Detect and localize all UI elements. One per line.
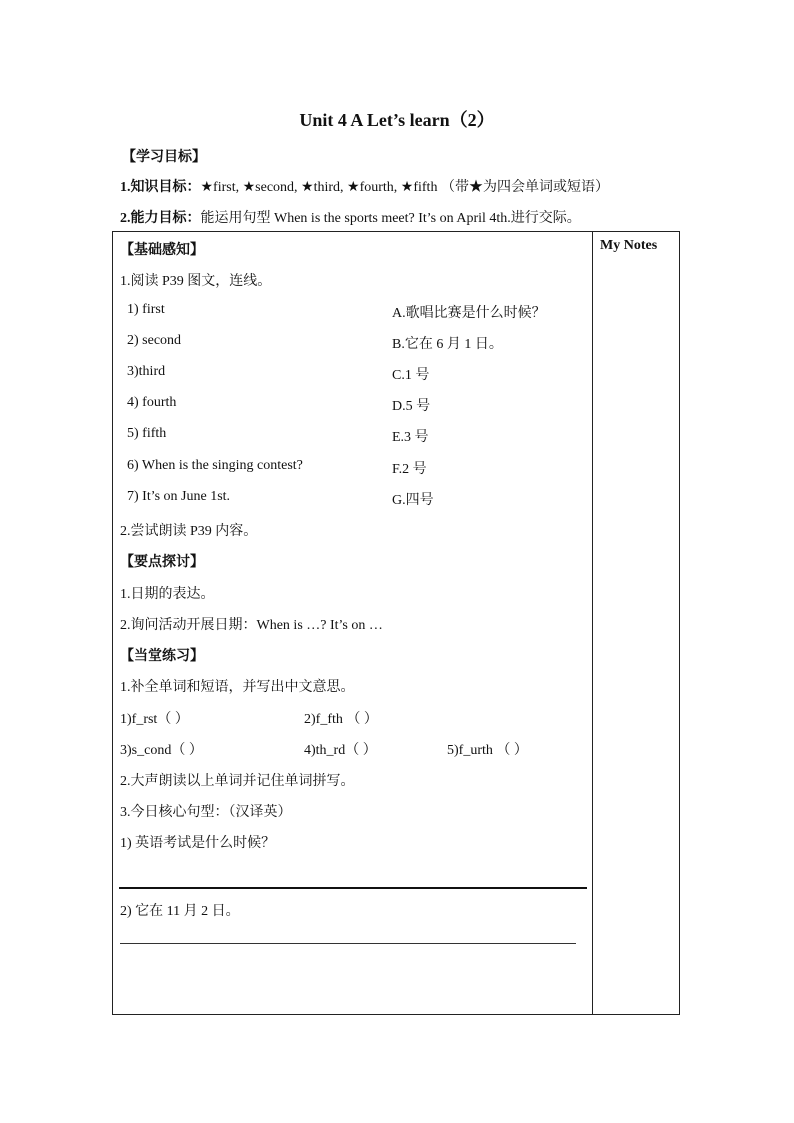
my-notes-header: My Notes	[600, 238, 658, 253]
match-left-item: 2) second	[127, 333, 182, 348]
match-right-item: G.四号	[392, 493, 434, 508]
answer-line-1	[119, 887, 587, 889]
fill-word-item: 5)f_urth （ ）	[447, 743, 528, 758]
ability-goal	[120, 207, 581, 227]
match-right-item: A.歌唱比赛是什么时候？	[392, 306, 546, 321]
knowledge-goal-label: 1.知识目标：	[120, 180, 201, 195]
practice-header: 【当堂练习】	[120, 649, 204, 664]
match-right-item: B.它在 6 月 1 日。	[392, 337, 503, 352]
match-left-item: 1) first	[127, 302, 165, 317]
ability-goal-label: 2.能力目标：	[120, 211, 201, 226]
basic-task-1: 1.阅读 P39 图文，连线。	[120, 274, 272, 289]
fill-word-item: 2)f_fth （ ）	[304, 712, 378, 727]
match-left-item: 3)third	[127, 364, 166, 379]
key-points-header: 【要点探讨】	[120, 555, 204, 570]
match-left-item: 4) fourth	[127, 395, 177, 410]
match-right-item: C.1 号	[392, 368, 430, 383]
basic-task-2: 2.尝试朗读 P39 内容。	[120, 524, 258, 539]
key-point-1: 1.日期的表达。	[120, 587, 215, 602]
translation-question-1: 1) 英语考试是什么时候？	[120, 836, 276, 851]
match-right-item: D.5 号	[392, 399, 431, 414]
key-point-2: 2.询问活动开展日期：When is …? It’s on …	[120, 618, 383, 633]
fill-word-item: 4)th_rd（ ）	[304, 743, 377, 758]
fill-word-item: 1)f_rst（ ）	[120, 712, 189, 727]
match-left-item: 6) When is the singing contest?	[127, 458, 303, 473]
match-left-item: 5) fifth	[127, 426, 167, 441]
practice-task-2: 2.大声朗读以上单词并记住单词拼写。	[120, 774, 355, 789]
match-right-item: E.3 号	[392, 430, 429, 445]
knowledge-goal	[120, 176, 609, 196]
fill-word-item: 3)s_cond（ ）	[120, 743, 203, 758]
practice-task-3: 3.今日核心句型：（汉译英）	[120, 805, 292, 820]
knowledge-goal-text: ★first, ★second, ★third, ★fourth, ★fifth （带★为四会单词或短语）	[200, 180, 609, 195]
notes-column-divider	[592, 231, 593, 1015]
page-title: Unit 4 A Let’s learn（2）	[299, 110, 495, 130]
match-left-item: 7) It’s on June 1st.	[127, 489, 231, 504]
practice-task-1: 1.补全单词和短语，并写出中文意思。	[120, 680, 355, 695]
basic-section-header: 【基础感知】	[120, 243, 204, 258]
answer-line-2	[120, 943, 576, 944]
translation-question-2: 2) 它在 11 月 2 日。	[120, 904, 240, 919]
ability-goal-text: 能运用句型 When is the sports meet? It’s on April 4th.进行交际。	[200, 211, 581, 226]
learning-goals-header: 【学习目标】	[122, 150, 206, 165]
match-right-item: F.2 号	[392, 462, 427, 477]
